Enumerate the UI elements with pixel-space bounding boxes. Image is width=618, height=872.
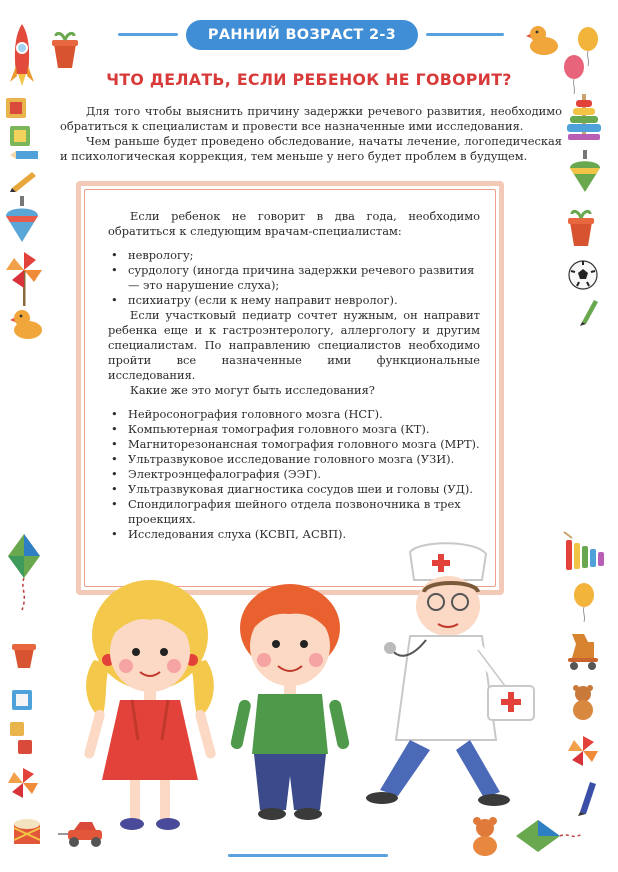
pinwheel-icon: [566, 734, 600, 770]
boy-illustration: [230, 584, 351, 820]
list-item: • Исследования слуха (КСВП, АСВП).: [108, 527, 480, 542]
rubber-duck-icon: [10, 306, 44, 340]
teddy-bear-icon: [568, 684, 598, 720]
girl-illustration: [83, 580, 217, 830]
block-icon: [10, 722, 36, 756]
spinning-top-icon: [568, 150, 602, 194]
bottom-divider: [228, 854, 388, 857]
intro-paragraph-2: Чем раньше будет проведено обследование, начаты лечение, логопедическая и психологическая коррекция, тем меньше у него будет проблем в будущем.: [60, 134, 562, 163]
doctor-list: [108, 248, 480, 308]
list-item: • Нейросонография головного мозга (НСГ).: [108, 407, 480, 422]
children-and-doctor-illustration: [80, 540, 550, 840]
block-icon: [10, 126, 30, 146]
intro-text: [60, 104, 562, 164]
doctor-illustration: [366, 543, 534, 806]
spinning-top-icon: [4, 196, 40, 244]
crayon-icon: [10, 148, 40, 162]
header-line-left: [118, 33, 178, 36]
letter-block-icon: [6, 98, 26, 118]
page-title: ЧТО ДЕЛАТЬ, ЕСЛИ РЕБЕНОК НЕ ГОВОРИТ?: [106, 70, 512, 89]
rocket-icon: [8, 22, 36, 90]
soccer-ball-icon: [568, 260, 598, 290]
flower-pot-icon: [10, 636, 38, 670]
list-item: • Компьютерная томография головного мозга (КТ).: [108, 422, 480, 437]
list-item: • Электроэнцефалография (ЭЭГ).: [108, 467, 480, 482]
studies-list: [108, 407, 480, 542]
flower-pot-icon: [50, 30, 80, 70]
box-lead: Если ребенок не говорит в два года, необходимо обратиться к следующим врачам-специалистам:: [108, 209, 480, 238]
info-box-text: [108, 209, 480, 542]
list-item: • неврологу;: [108, 248, 480, 263]
list-item: • Ультразвуковое исследование головного мозга (УЗИ).: [108, 452, 480, 467]
box-question: Какие же это могут быть исследования?: [130, 383, 375, 397]
list-item: • сурдологу (иногда причина задержки речевого развития — это нарушение слуха);: [108, 263, 480, 293]
kite-icon: [6, 532, 42, 612]
flower-pot-icon: [566, 208, 596, 248]
xylophone-icon: [562, 530, 606, 574]
stacking-pyramid-icon: [566, 94, 602, 142]
pinwheel-icon: [4, 250, 44, 306]
balloon-icon: [572, 582, 596, 622]
list-item: • психиатру (если к нему направит невролог).: [108, 293, 480, 308]
pencil-icon: [8, 168, 38, 192]
list-item: • Магниторезонансная томография головного мозга (МРТ).: [108, 437, 480, 452]
crayon-icon: [574, 778, 598, 816]
rubber-duck-icon: [526, 22, 560, 56]
crayon-icon: [578, 296, 600, 326]
section-badge: РАННИЙ ВОЗРАСТ 2-3 ГОДА: [186, 20, 418, 50]
header-line-right: [426, 33, 504, 36]
block-icon: [12, 690, 32, 710]
box-paragraph: Если участковый педиатр сочтет нужным, он направит ребенка еще и к гастроэнтерологу, аллергологу и другим специалистам. По направлению специалистов необходимо пройти все назначенные ими функциональные исследования.: [108, 308, 480, 382]
toy-horse-icon: [564, 628, 604, 672]
drum-icon: [10, 816, 44, 850]
intro-paragraph-1: Для того чтобы выяснить причину задержки речевого развития, необходимо обратиться к специалистам и провести все назначенные ими исследования.: [60, 104, 562, 133]
list-item: • Спондилография шейного отдела позвоночника в трех проекциях.: [108, 497, 480, 527]
balloon-icon: [562, 54, 586, 94]
pinwheel-icon: [6, 766, 40, 802]
list-item: • Ультразвуковая диагностика сосудов шеи и головы (УД).: [108, 482, 480, 497]
